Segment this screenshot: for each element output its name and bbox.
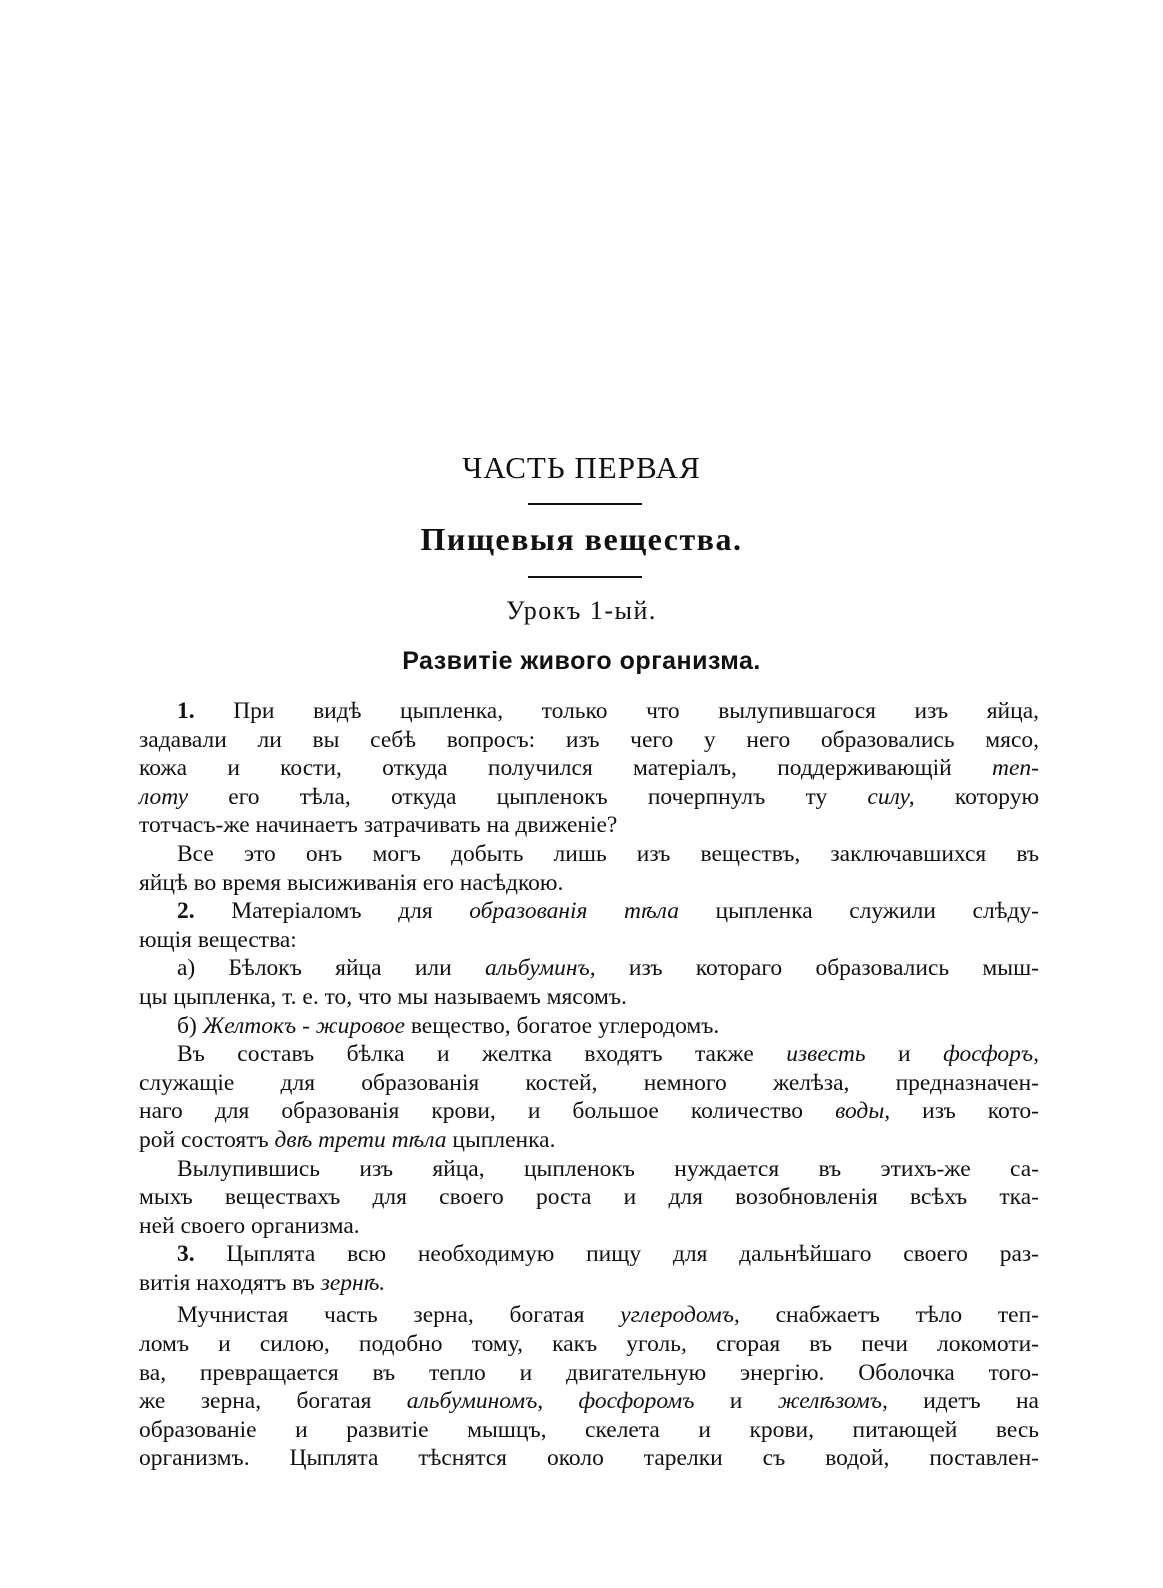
divider-rule-bottom <box>528 576 642 578</box>
text-line: витія находятъ въ зернѣ. <box>139 1269 386 1296</box>
text-line: кожа и кости, откуда получился матеріалъ, поддерживающій теп- <box>139 755 1039 782</box>
text-line: цы цыпленка, т. е. то, что мы называемъ мясомъ. <box>139 983 627 1010</box>
section-title: Пищевыя вещества. <box>420 521 743 557</box>
text-line: ва, превращается въ тепло и двигательную энергію. Оболочка того- <box>139 1359 1039 1386</box>
text-line: Въ составъ бѣлка и желтка входятъ также известь и фосфоръ, <box>177 1041 1039 1068</box>
text-line: Мучнистая часть зерна, богатая углеродомъ, снабжаетъ тѣло теп- <box>177 1302 1040 1329</box>
lesson-title: Развитіе живого организма. <box>402 647 761 675</box>
text-line: б) Желтокъ - жировое вещество, богатое углеродомъ. <box>177 1012 720 1039</box>
text-line: ющія вещества: <box>139 926 297 953</box>
part-title: ЧАСТЬ ПЕРВАЯ <box>462 450 701 485</box>
divider-rule-top <box>528 503 642 505</box>
text-line: 3. Цыплята всю необходимую пищу для дальнѣйшаго своего раз- <box>177 1241 1039 1268</box>
text-line: задавали ли вы себѣ вопросъ: изъ чего у него образовались мясо, <box>139 726 1039 753</box>
body-text <box>139 697 1039 1473</box>
text-line: организмъ. Цыплята тѣснятся около тарелки съ водой, поставлен- <box>139 1445 1039 1472</box>
text-line: ломъ и силою, подобно тому, какъ уголь, сгорая въ печи локомоти- <box>139 1331 1039 1358</box>
text-line: 2. Матеріаломъ для образованія тѣла цыпленка служили слѣду- <box>177 898 1039 925</box>
text-line: а) Бѣлокъ яйца или альбуминъ, изъ котораго образовались мыш- <box>177 955 1039 982</box>
text-line: 1. При видѣ цыпленка, только что вылупившагося изъ яйца, <box>177 698 1039 724</box>
text-line: Вылупившись изъ яйца, цыпленокъ нуждается въ этихъ-же са- <box>177 1155 1039 1182</box>
text-line: яйцѣ во время высиживанія его насѣдкою. <box>139 869 564 896</box>
text-line: мыхъ веществахъ для своего роста и для возобновленія всѣхъ тка- <box>139 1184 1039 1211</box>
text-line: образованіе и развитіе мышцъ, скелета и крови, питающей весь <box>139 1416 1039 1443</box>
lesson-number: Урокъ 1-ый. <box>506 596 657 625</box>
text-line: ней своего организма. <box>139 1212 360 1239</box>
text-line: Все это онъ могъ добыть лишь изъ веществъ, заключавшихся въ <box>177 840 1039 867</box>
text-line: же зерна, богатая альбуминомъ, фосфоромъ и желѣзомъ, идетъ на <box>139 1388 1039 1415</box>
text-line: наго для образованія крови, и большое количество воды, изъ кото- <box>139 1098 1039 1125</box>
text-line: служащіе для образованія костей, немного желѣза, предназначен- <box>139 1069 1039 1096</box>
text-line: лоту его тѣла, откуда цыпленокъ почерпнулъ ту силу, которую <box>139 783 1040 810</box>
text-line: рой состоятъ двѣ трети тѣла цыпленка. <box>139 1126 556 1153</box>
text-line: тотчасъ-же начинаетъ затрачивать на движеніе? <box>139 812 618 839</box>
